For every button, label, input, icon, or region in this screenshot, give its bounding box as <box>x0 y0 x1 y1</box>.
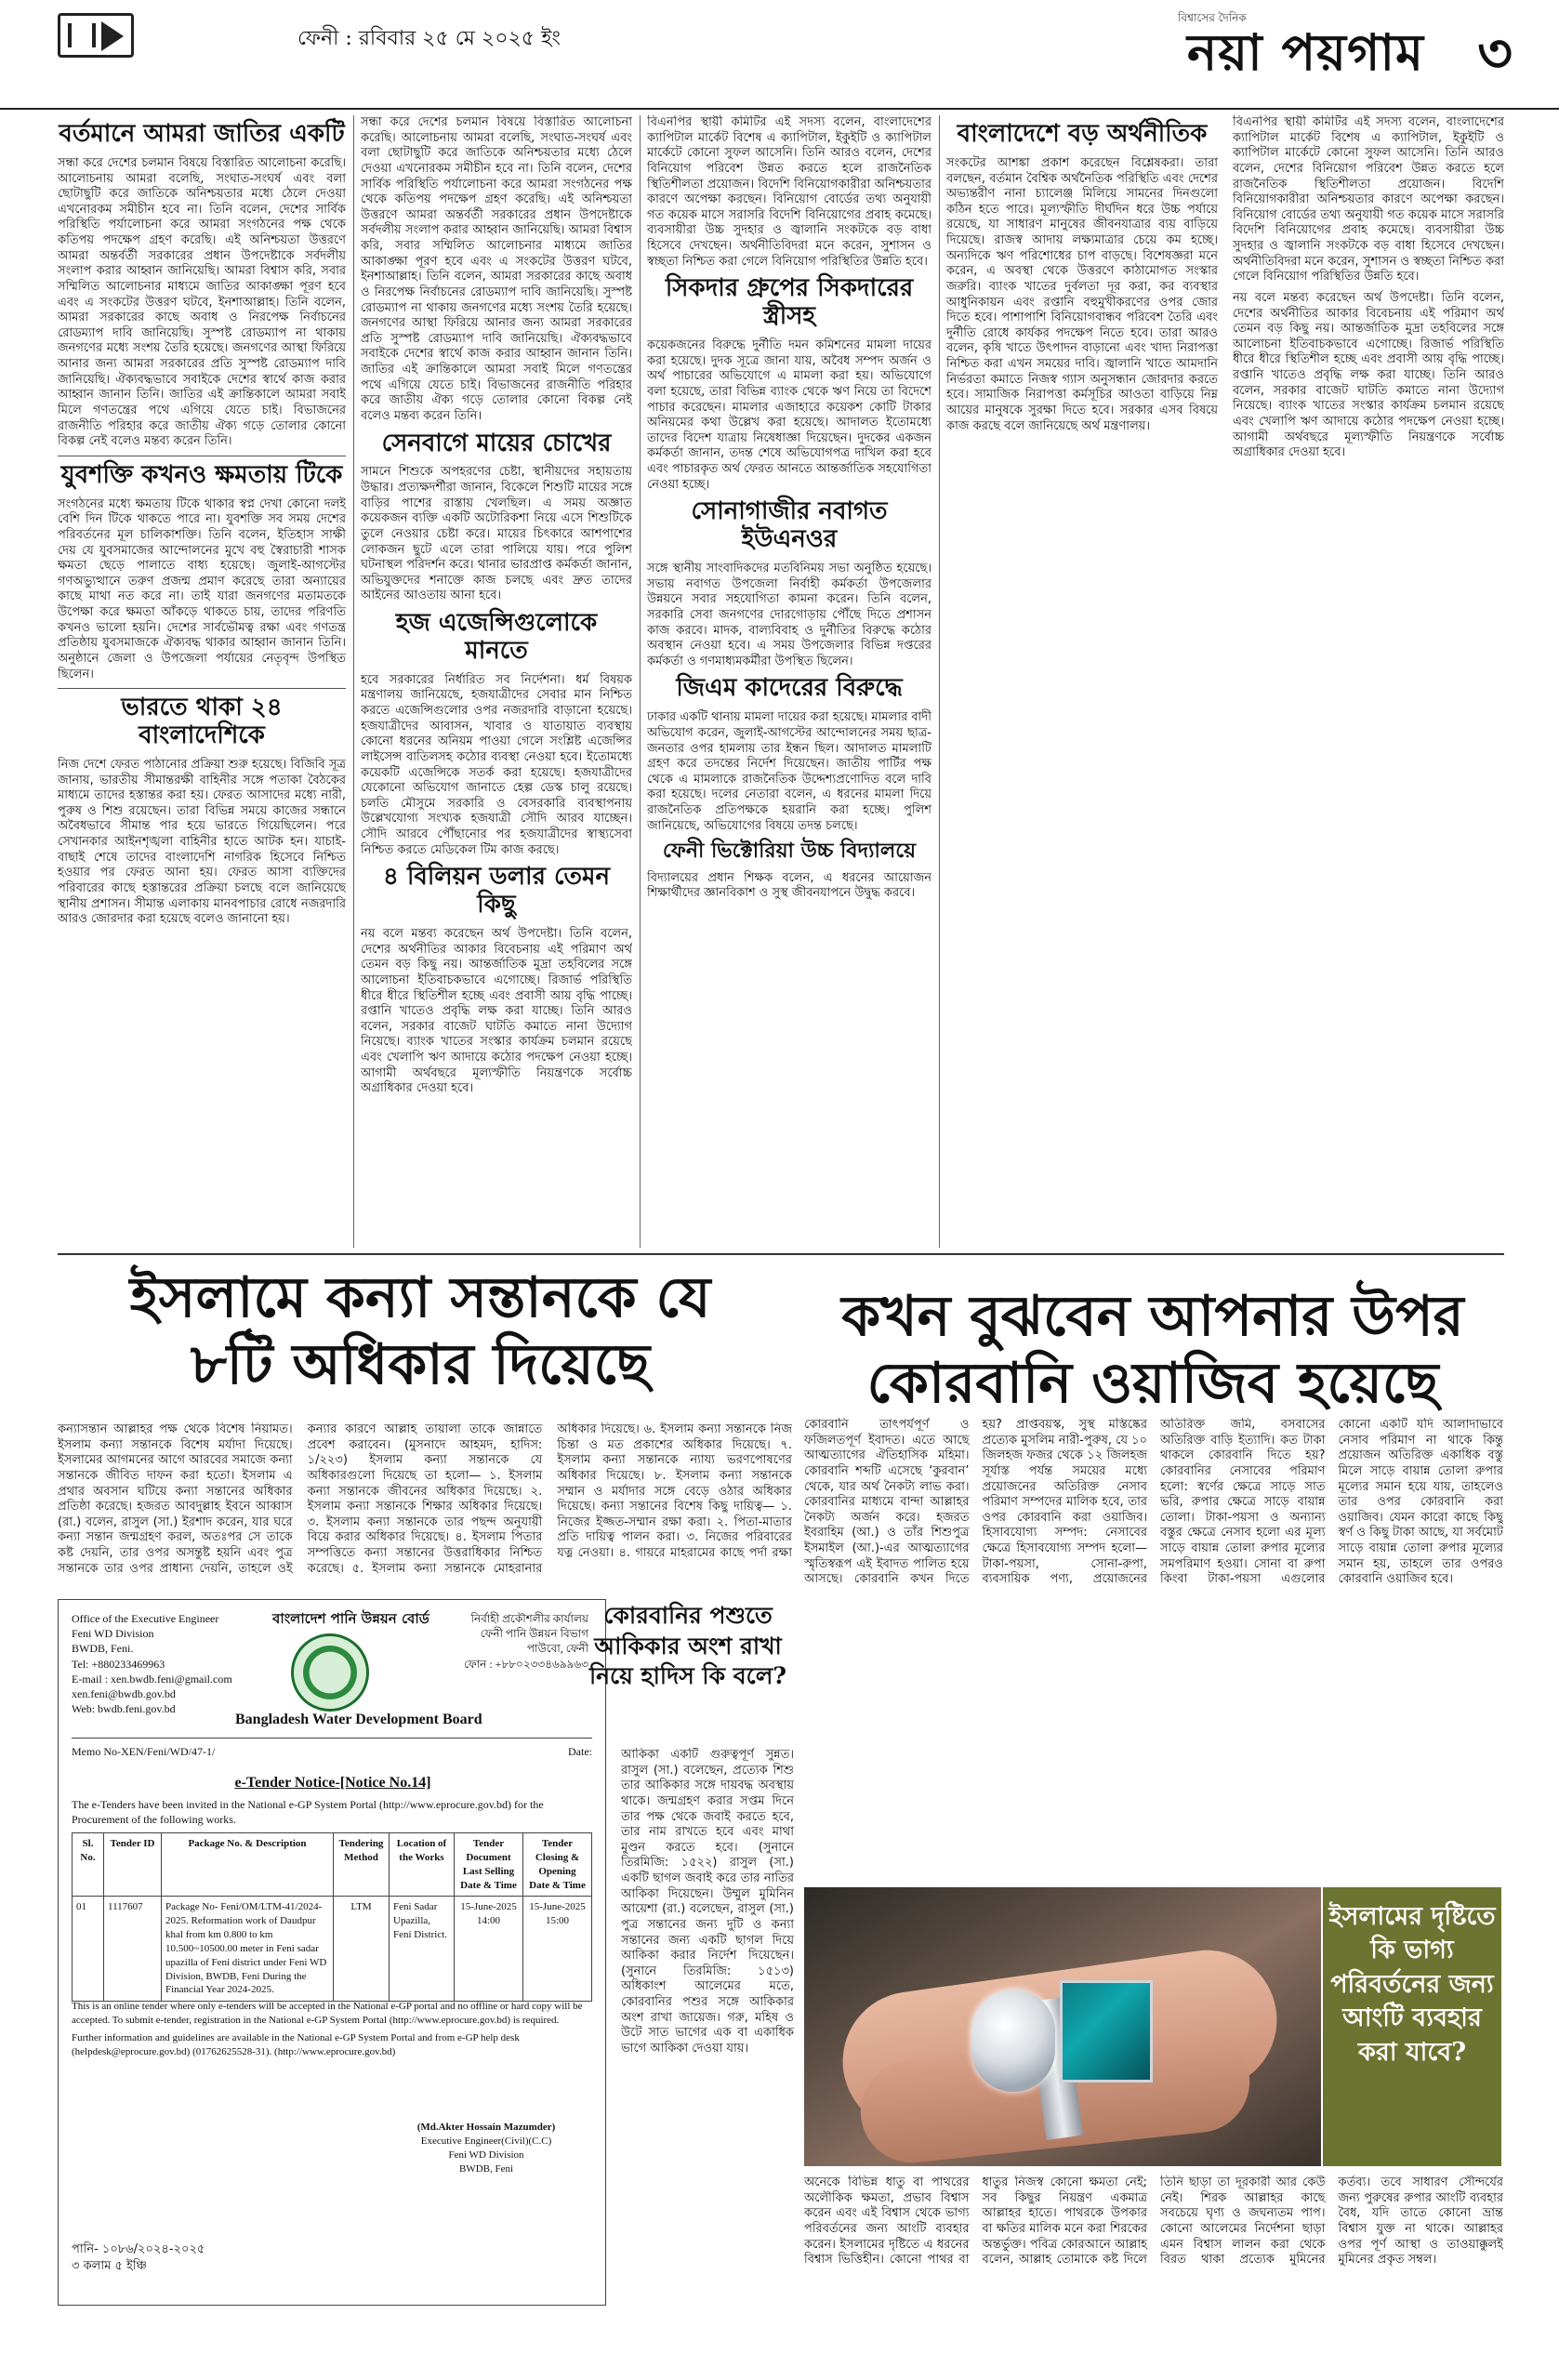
body-bharat: নিজ দেশে ফেরত পাঠানোর প্রক্রিয়া শুরু হয়েছে। বিজিবি সূত্র জানায়, ভারতীয় সীমান্তরক্ষী বাহিনীর সঙ্গে পতাকা বৈঠকের মাধ্যমে তাদের হস্তান্তর করা হয়। ফেরত আসাদের মধ্যে নারী, পুরুষ ও শিশু রয়েছেন। তারা বিভিন্ন সময়ে কাজের সন্ধানে অবৈধভাবে সীমান্ত পার হয়ে ভারতে গিয়েছিলেন। পরে সেখানকার আইনশৃঙ্খলা বাহিনীর হাতে আটক হন। যাচাই-বাছাই শেষে তাদের বাংলাদেশি নাগরিক হিসেবে নিশ্চিত হওয়ার পর ফেরত আনা হয়। ফেরত আসা ব্যক্তিদের পরিবারের কাছে হস্তান্তরের প্রক্রিয়া চলছে বলে জানিয়েছে স্থানীয় প্রশাসন। সীমান্ত এলাকায় মানবপাচার রোধে নজরদারি আরও জোরদার করা হয়েছে বলেও জানানো হয়। <box>58 757 346 927</box>
headline-billion: ৪ বিলিয়ন ডলার তেমন কিছু <box>383 863 610 919</box>
angti-question-box: ইসলামের দৃষ্টিতে কি ভাগ্য পরিবর্তনের জন্য আংটি ব্যবহার করা যাবে? <box>1323 1887 1501 2166</box>
tender-table <box>72 1832 592 2002</box>
notice-intro: The e-Tenders have been invited in the National e-GP System Portal (http://www.eprocure.gov.bd) for the Procurement of the following works. <box>72 1798 544 1827</box>
body-sikdar: কয়েকজনের বিরুদ্ধে দুর্নীতি দমন কমিশনের মামলা দায়ের করা হয়েছে। দুদক সূত্রে জানা যায়, অবৈধ সম্পদ অর্জন ও অর্থ পাচারের অভিযোগে এ মামলা করা হয়। অভিযোগে বলা হয়েছে, তারা বিভিন্ন ব্যাংক থেকে ঋণ নিয়ে তা বিদেশে পাচার করেছেন। মামলার এজাহারে কয়েকশ কোটি টাকার অনিয়মের কথা উল্লেখ করা হয়েছে। আদালত ইতোমধ্যে তাদের বিদেশ যাত্রায় নিষেধাজ্ঞা দিয়েছেন। দুদকের একজন কর্মকর্তা জানান, তদন্ত শেষে অভিযোগপত্র দাখিল করা হবে এবং পাচারকৃত অর্থ ফেরত আনতে আন্তর্জাতিক সহযোগিতা নেওয়া হচ্ছে। <box>647 338 931 492</box>
play-arrow-icon <box>58 13 134 58</box>
body-islam-konna: কন্যাসন্তান আল্লাহর পক্ষ থেকে বিশেষ নিয়ামত। ইসলাম কন্যা সন্তানকে বিশেষ মর্যাদা দিয়েছে। ইসলামের আগমনের আগে আরবের সমাজে কন্যা সন্তানকে জীবিত দাফন করা হতো। ইসলাম এ প্রথার অবসান ঘটিয়ে কন্যা সন্তানের অধিকার প্রতিষ্ঠা করেছে। হজরত আবদুল্লাহ ইবনে আব্বাস (রা.) বলেন, রাসুল (সা.) ইরশাদ করেন, যার ঘরে কন্যা সন্তান জন্মগ্রহণ করল, অতঃপর সে তাকে কষ্ট দেয়নি, তার ওপর অসন্তুষ্ট হয়নি এবং পুত্র সন্তানকে তার ওপর প্রাধান্য দেয়নি, তাহলে ওই কন্যার কারণে আল্লাহ তায়ালা তাকে জান্নাতে প্রবেশ করাবেন। (মুসনাদে আহমদ, হাদিস: ১/২২৩) ইসলাম কন্যা সন্তানকে যে অধিকারগুলো দিয়েছে তা হলো— ১. ইসলাম কন্যা সন্তানকে জীবনের অধিকার দিয়েছে। ২. ইসলাম কন্যা সন্তানকে শিক্ষার অধিকার দিয়েছে। ৩. ইসলাম কন্যা সন্তানকে তার পছন্দ অনুযায়ী বিয়ে করার অধিকার দিয়েছে। ৪. ইসলাম পিতার সম্পত্তিতে কন্যা সন্তানের উত্তরাধিকার নিশ্চিত করেছে। ৫. ইসলাম কন্যা সন্তানকে মোহরানার অধিকার দিয়েছে। ৬. ইসলাম কন্যা সন্তানকে নিজ চিন্তা ও মত প্রকাশের অধিকার দিয়েছে। ৭. ইসলাম কন্যা সন্তানকে ন্যায্য ভরণপোষণের অধিকার দিয়েছে। ৮. ইসলাম কন্যা সন্তানকে সম্মান ও মর্যাদার সঙ্গে বেড়ে ওঠার অধিকার দিয়েছে। কন্যা সন্তানের বিশেষ কিছু দায়িত্ব— ১. নিজের ইজ্জত-সম্মান রক্ষা করা। ২. পিতা-মাতার প্রতি দায়িত্ব পালন করা। ৩. নিজের পরিবারের যত্ন নেওয়া। ৪. গায়রে মাহরামের কাছে পর্দা রক্ষা <box>58 1422 792 1576</box>
notice-office-address: Office of the Executive Engineer Feni WD Division BWDB, Feni. Tel: +880233469963 E-mail : xen.bwdb.feni@gmail.com xen.feni@bwdb.gov.bd Web: bwdb.feni.gov.bd <box>72 1612 232 1716</box>
th-location: Location of the Works <box>390 1833 455 1897</box>
table-row: 01 1117607 Package No- Feni/OM/LTM-41/2024-2025. Reformation work of Daudpur khal from km 0.800 to km 10.500~10500.00 meter in Feni sadar upazilla of Feni district under Feni WD Division, BWDB, Feni During the Financial Year 2024-2025. LTM Feni Sadar Upazilla, Feni District. 15-June-2025 14:00 15-June-2025 15:00 <box>73 1897 592 2002</box>
notice-title: e-Tender Notice-[Notice No.14] <box>234 1775 431 1791</box>
notice-office-bn: নির্বাহী প্রকৌশলীর কার্যালয় ফেনী পানি উন্নয়ন বিভাগ পাউবো, ফেনী ফোন : +৮৮০২৩৩৪৬৯৯৬৩ <box>464 1612 588 1671</box>
column-4 <box>946 115 1504 1248</box>
column-1 <box>58 115 346 1248</box>
body-gm-kader: ঢাকার একটি থানায় মামলা দায়ের করা হয়েছে। মামলার বাদী অভিযোগ করেন, জুলাই-আগস্টের আন্দোলনের সময় ছাত্র-জনতার ওপর হামলায় তার ইন্ধন ছিল। আদালত মামলাটি গ্রহণ করে তদন্তের নির্দেশ দিয়েছেন। জাতীয় পার্টির পক্ষ থেকে এ মামলাকে রাজনৈতিক উদ্দেশ্যপ্রণোদিত বলে দাবি করা হয়েছে। দলের নেতারা বলেন, এ ধরনের মামলা দিয়ে রাজনৈতিক প্রতিপক্ষকে হয়রানি করা হচ্ছে। পুলিশ জানিয়েছে, অভিযোগের বিষয়ে তদন্ত চলছে। <box>647 710 931 833</box>
masthead <box>0 0 1559 110</box>
headline-korbani-aqiqa: কোরবানির পশুতে আকিকার অংশ রাখা নিয়ে হাদিস কি বলে? <box>588 1602 787 1689</box>
body-hajj: হবে সরকারের নির্ধারিত সব নির্দেশনা। ধর্ম বিষয়ক মন্ত্রণালয় জানিয়েছে, হজযাত্রীদের সেবার মান নিশ্চিত করতে এজেন্সিগুলোর ওপর নজরদারি বাড়ানো হয়েছে। হজযাত্রীদের আবাসন, খাবার ও যাতায়াত ব্যবস্থায় কোনো ধরনের অনিয়ম পাওয়া গেলে সংশ্লিষ্ট এজেন্সির লাইসেন্স বাতিলসহ কঠোর ব্যবস্থা নেওয়া হবে। ইতোমধ্যে কয়েকটি এজেন্সিকে সতর্ক করা হয়েছে। হজযাত্রীদের যেকোনো অভিযোগ জানাতে হেল্প ডেস্ক চালু রয়েছে। চলতি মৌসুমে সরকারি ও বেসরকারি ব্যবস্থাপনায় উল্লেখযোগ্য সংখ্যক হজযাত্রী সৌদি আরব যাচ্ছেন। সৌদি আরবে পৌঁছানোর পর হজযাত্রীদের স্বাস্থ্যসেবা নিশ্চিত করতে মেডিকেল টিম কাজ করছে। <box>361 672 632 857</box>
th-closing: Tender Closing & Opening Date & Time <box>523 1833 592 1897</box>
headline-senbag: সেনবাগে মায়ের চোখের <box>381 429 612 457</box>
body-jati-cont: সন্ধা করে দেশের চলমান বিষয়ে বিস্তারিত আলোচনা করেছি। আলোচনায় আমরা বলেছি, সংঘাত-সংঘর্ষ এবং বলা ছোটাছুটি করে জাতিকে অনিশ্চয়তার মধ্যে ঠেলে দেওয়া এখনোরকম সমীচীন হবে না। তিনি বলেন, দেশের সার্বিক পরিস্থিতি পর্যালোচনা করে আমরা সংগঠনের পক্ষ থেকে কতিপয় পদক্ষেপ গ্রহণ করেছি। এই অনিশ্চয়তা উত্তরণে আমরা অন্তর্বর্তী সরকারের প্রধান উপদেষ্টাকে সর্বদলীয় সংলাপ করার আহ্বান জানিয়েছি। আমরা বিশ্বাস করি, সবার সম্মিলিত আলোচনার মাধ্যমে জাতির আকাঙ্ক্ষা পূরণ হবে এবং এ সংকটের উত্তরণ ঘটবে, ইনশাআল্লাহ। তিনি বলেন, আমরা সরকারের কাছে অবাধ ও নিরপেক্ষ নির্বাচনের রোডম্যাপ দাবি জানিয়েছি। সুস্পষ্ট রোডম্যাপ না থাকায় জনগণের মধ্যে সংশয় তৈরি হয়েছে। জনগণের আস্থা ফিরিয়ে আনার জন্য আমরা সরকারের প্রতি সুস্পষ্ট রোডম্যাপ দাবি জানিয়েছি। ঐক্যবদ্ধভাবে সবাইকে দেশের স্বার্থে কাজ করার আহ্বান জানান তিনি। জাতির এই ক্রান্তিকালে আমরা সবাই মিলে গণতন্ত্রের পথে এগিয়ে যেতে চাই। বিভাজনের রাজনীতি পরিহার করে জাতীয় ঐক্য গড়ে তোলার কোনো বিকল্প নেই বলেও মন্তব্য করেন তিনি। <box>361 115 632 423</box>
body-jati: সন্ধা করে দেশের চলমান বিষয়ে বিস্তারিত আলোচনা করেছি। আলোচনায় আমরা বলেছি, সংঘাত-সংঘর্ষ এবং বলা ছোটাছুটি করে জাতিকে অনিশ্চয়তার মধ্যে ঠেলে দেওয়া এখনোরকম সমীচীন হবে না। তিনি বলেন, দেশের সার্বিক পরিস্থিতি পর্যালোচনা করে আমরা সংগঠনের পক্ষ থেকে কতিপয় পদক্ষেপ গ্রহণ করেছি। এই অনিশ্চয়তা উত্তরণে আমরা অন্তর্বর্তী সরকারের প্রধান উপদেষ্টাকে সর্বদলীয় সংলাপ করার আহ্বান জানিয়েছি। আমরা বিশ্বাস করি, সবার সম্মিলিত আলোচনার মাধ্যমে জাতির আকাঙ্ক্ষা পূরণ হবে এবং এ সংকটের উত্তরণ ঘটবে, ইনশাআল্লাহ। তিনি বলেন, আমরা সরকারের কাছে অবাধ ও নিরপেক্ষ নির্বাচনের রোডম্যাপ দাবি জানিয়েছি। সুস্পষ্ট রোডম্যাপ না থাকায় জনগণের মধ্যে সংশয় তৈরি হয়েছে। জনগণের আস্থা ফিরিয়ে আনার জন্য আমরা সরকারের প্রতি সুস্পষ্ট রোডম্যাপ দাবি জানিয়েছি। ঐক্যবদ্ধভাবে সবাইকে দেশের স্বার্থে কাজ করার আহ্বান জানান তিনি। জাতির এই ক্রান্তিকালে আমরা সবাই মিলে গণতন্ত্রের পথে এগিয়ে যেতে চাই। বিভাজনের রাজনীতি পরিহার করে জাতীয় ঐক্য গড়ে তোলার কোনো বিকল্প নেই বলেও মন্তব্য করেন তিনি। <box>58 155 346 449</box>
headline-victoria: ফেনী ভিক্টোরিয়া উচ্চ বিদ্যালয়ে <box>662 839 917 864</box>
notice-signature: (Md.Akter Hossain Mazumder) Executive Engineer(Civil)(C.C) Feni WD Division BWDB, Feni <box>416 2122 556 2175</box>
bwdb-emblem-icon <box>291 1633 369 1712</box>
notice-board-bn: বাংলাদেশ পানি উন্নয়ন বোর্ড <box>272 1610 429 1627</box>
headline-sonagazi: সোনাগাজীর নবাগত ইউএনওর <box>691 497 888 554</box>
body-korbani: কোরবানি তাৎপর্যপূর্ণ ও ফজিলতপূর্ণ ইবাদত। এতে আছে আত্মত্যাগের ঐতিহাসিক মহিমা। কোরবানি শব্দটি এসেছে ‘কুরবান’ থেকে, যার অর্থ নৈকট্য লাভ করা। কোরবানির মাধ্যমে বান্দা আল্লাহর নৈকট্য অর্জন করে। হজরত ইবরাহিম (আ.) ও তাঁর শিশুপুত্র ইসমাইল (আ.)-এর আত্মত্যাগের স্মৃতিস্বরূপ এই ইবাদত পালিত হয়ে আসছে। কোরবানি কখন দিতে হয়? প্রাপ্তবয়স্ক, সুস্থ মস্তিষ্কের প্রত্যেক মুসলিম নারী-পুরুষ, যে ১০ জিলহজ ফজর থেকে ১২ জিলহজ সূর্যাস্ত পর্যন্ত সময়ের মধ্যে প্রয়োজনের অতিরিক্ত নেসাব পরিমাণ সম্পদের মালিক হবে, তার ওপর কোরবানি করা ওয়াজিব। হিসাবযোগ্য সম্পদ: নেসাবের ক্ষেত্রে হিসাবযোগ্য সম্পদ হলো—টাকা-পয়সা, সোনা-রুপা, ব্যবসায়িক পণ্য, প্রয়োজনের অতিরিক্ত জমি, বসবাসের অতিরিক্ত বাড়ি ইত্যাদি। কত টাকা থাকলে কোরবানি দিতে হয়? কোরবানির নেসাবের পরিমাণ হলো: স্বর্ণের ক্ষেত্রে সাড়ে সাত ভরি, রুপার ক্ষেত্রে সাড়ে বায়ান্ন তোলা। টাকা-পয়সা ও অন্যান্য বস্তুর ক্ষেত্রে নেসাব হলো এর মূল্য সাড়ে বায়ান্ন তোলা রুপার মূল্যের সমপরিমাণ হওয়া। সোনা বা রুপা কিংবা টাকা-পয়সা এগুলোর কোনো একটি যদি আলাদাভাবে নেসাব পরিমাণ না থাকে কিন্তু প্রয়োজন অতিরিক্ত একাধিক বস্তু মিলে সাড়ে বায়ান্ন তোলা রুপার মূল্যের সমান হয়ে যায়, তাহলেও তার ওপর কোরবানি করা ওয়াজিব। যেমন কারো কাছে কিছু স্বর্ণ ও কিছু টাকা আছে, যা সর্বমোট সাড়ে বায়ান্ন তোলা রুপার মূল্যের সমান হয়, তাহলে তার ওপরও কোরবানি ওয়াজিব হবে। <box>804 1418 1503 1587</box>
logo-name: নয়া পয়গাম <box>1187 22 1425 82</box>
th-package: Package No. & Description <box>162 1833 334 1897</box>
headline-gm-kader: জিএম কাদেরের বিরুদ্ধে <box>676 674 903 703</box>
tender-notice <box>58 1599 606 2306</box>
body-boro-arthoniti: সংকটের আশঙ্কা প্রকাশ করেছেন বিশ্লেষকরা। তারা বলছেন, বর্তমান বৈশ্বিক অর্থনৈতিক পরিস্থিতি এবং দেশের অভ্যন্তরীণ নানা চ্যালেঞ্জ মিলিয়ে সামনের দিনগুলো কঠিন হতে পারে। মূল্যস্ফীতি দীর্ঘদিন ধরে উচ্চ পর্যায়ে রয়েছে, যা সাধারণ মানুষের জীবনযাত্রার ব্যয় বাড়িয়ে দিয়েছে। রাজস্ব আদায় লক্ষ্যমাত্রার চেয়ে কম হচ্ছে। অন্যদিকে ঋণ পরিশোধের চাপ বাড়ছে। বিশেষজ্ঞরা মনে করেন, এ অবস্থা থেকে উত্তরণে কাঠামোগত সংস্কার জরুরি। ব্যাংক খাতের দুর্বলতা দূর করা, কর ব্যবস্থার আধুনিকায়ন এবং রপ্তানি বহুমুখীকরণের ওপর জোর দিতে হবে। পাশাপাশি বিনিয়োগবান্ধব পরিবেশ তৈরি এবং দুর্নীতি রোধে কার্যকর পদক্ষেপ নিতে হবে। তারা আরও বলেন, কৃষি খাতে উৎপাদন বাড়ানো এবং খাদ্য নিরাপত্তা নিশ্চিত করা এখন সময়ের দাবি। জ্বালানি খাতে আমদানি নির্ভরতা কমাতে নিজস্ব গ্যাস অনুসন্ধান জোরদার করতে হবে। সামাজিক নিরাপত্তা কর্মসূচির আওতা বাড়িয়ে নিম্ন আয়ের মানুষকে সুরক্ষা দিতে হবে। সরকার এসব বিষয়ে কাজ করছে বলে জানিয়েছে অর্থ মন্ত্রণালয়। <box>946 155 1218 433</box>
th-tender-id: Tender ID <box>104 1833 162 1897</box>
newspaper-logo <box>1178 11 1513 87</box>
body-victoria: বিদ্যালয়ের প্রধান শিক্ষক বলেন, এ ধরনের আয়োজন শিক্ষার্থীদের জ্ঞানবিকাশ ও সুস্থ জীবনযাপনে উদ্বুদ্ধ করবে। <box>647 870 931 901</box>
headline-islam-konna: ইসলামে কন্যা সন্তানকে যে ৮টি অধিকার দিয়েছে <box>129 1265 711 1397</box>
body-korbani-aqiqa: আকিকা একটি গুরুত্বপূর্ণ সুন্নত। রাসুল (সা.) বলেছেন, প্রত্যেক শিশু তার আকিকার সঙ্গে দায়বদ্ধ অবস্থায় থাকে। জন্মগ্রহণ করার সপ্তম দিনে তার পক্ষ থেকে জবাই করতে হবে, তার নাম রাখতে হবে এবং মাথা মুণ্ডন করতে হবে। (সুনানে তিরমিজি: ১৫২২) রাসুল (সা.) একটি ছাগল জবাই করে তার নাতির আকিকা দিয়েছেন। উম্মুল মুমিনিন আয়েশা (রা.) বলেছেন, রাসুল (সা.) পুত্র সন্তানের জন্য দুটি ও কন্যা সন্তানের জন্য একটি ছাগল দিয়ে আকিকা করার নির্দেশ দিয়েছেন। (সুনানে তিরমিজি: ১৫১৩) অধিকাংশ আলেমের মতে, কোরবানির পশুর সঙ্গে আকিকার অংশ রাখা জায়েজ। গরু, মহিষ ও উটে সাত ভাগের এক বা একাধিক ভাগে আকিকা দেওয়া যায়। <box>621 1748 794 2056</box>
body-angti: অনেকে বিভিন্ন ধাতু বা পাথরের অলৌকিক ক্ষমতা, প্রভাব বিশ্বাস করেন এবং এই বিশ্বাস থেকে ভাগ্য পরিবর্তনের জন্য আংটি ব্যবহার করেন। ইসলামের দৃষ্টিতে এ ধরনের বিশ্বাস ভিত্তিহীন। কোনো পাথর বা ধাতুর নিজস্ব কোনো ক্ষমতা নেই; সব কিছুর নিয়ন্ত্রণ একমাত্র আল্লাহর হাতে। পাথরকে উপকার বা ক্ষতির মালিক মনে করা শিরকের অন্তর্ভুক্ত। পবিত্র কোরআনে আল্লাহ বলেন, আল্লাহ তোমাকে কষ্ট দিলে তিনি ছাড়া তা দূরকারী আর কেউ নেই। শিরক আল্লাহর কাছে সবচেয়ে ঘৃণ্য ও জঘন্যতম পাপ। কোনো আলেমের নির্দেশনা ছাড়া এমন বিশ্বাস লালন করা থেকে বিরত থাকা প্রত্যেক মুমিনের কর্তব্য। তবে সাধারণ সৌন্দর্যের জন্য পুরুষের রুপার আংটি ব্যবহার বৈধ, যদি তাতে কোনো ভ্রান্ত বিশ্বাস যুক্ত না থাকে। আল্লাহর ওপর পূর্ণ আস্থা ও তাওয়াক্কুলই মুমিনের প্রকৃত সম্বল। <box>804 2175 1503 2268</box>
th-selling: Tender Document Last Selling Date & Time <box>455 1833 523 1897</box>
th-method: Tendering Method <box>334 1833 390 1897</box>
page-number: ৩ <box>1477 21 1513 85</box>
column-3 <box>647 115 931 1248</box>
notice-reference: পানি- ১০৮৬/২০২৪-২০২৫ ৩ কলাম ৫ ইঞ্চি <box>72 2242 205 2273</box>
body-boro-arthoniti-2: বিএনপির স্থায়ী কমিটির এই সদস্য বলেন, বাংলাদেশের ক্যাপিটাল মার্কেট বিশেষ এ ক্যাপিটাল, ইকুইটি ও ক্যাপিটাল মার্কেটে কোনো সুফল আসেনি। তিনি আরও বলেন, দেশের বিনিয়োগ পরিবেশ উন্নত করতে হলে রাজনৈতিক স্থিতিশীলতা প্রয়োজন। বিদেশি বিনিয়োগকারীরা অনিশ্চয়তার কারণে অপেক্ষা করছেন। বিনিয়োগ বোর্ডের তথ্য অনুযায়ী গত কয়েক মাসে সরাসরি বিদেশি বিনিয়োগের প্রবাহ কমেছে। ব্যবসায়ীরা উচ্চ সুদহার ও জ্বালানি সংকটকে বড় বাধা হিসেবে দেখছেন। অর্থনীতিবিদরা মনে করেন, সুশাসন ও স্বচ্ছতা নিশ্চিত করা গেলে বিনিয়োগ পরিস্থিতির উন্নতি হবে। <box>1233 115 1504 284</box>
body-senbag: সামনে শিশুকে অপহরণের চেষ্টা, স্থানীয়দের সহায়তায় উদ্ধার। প্রত্যক্ষদর্শীরা জানান, বিকেলে শিশুটি মায়ের সঙ্গে বাড়ির পাশের রাস্তায় খেলছিল। এ সময় অজ্ঞাত কয়েকজন ব্যক্তি একটি অটোরিকশা নিয়ে এসে শিশুটিকে তুলে নেওয়ার চেষ্টা করে। মায়ের চিৎকারে আশপাশের লোকজন ছুটে এলে তারা পালিয়ে যায়। পরে পুলিশ ঘটনাস্থল পরিদর্শন করে। থানার ভারপ্রাপ্ত কর্মকর্তা জানান, অভিযুক্তদের শনাক্তে কাজ চলছে এবং দ্রুত তাদের আইনের আওতায় আনা হবে। <box>361 465 632 603</box>
body-economy: বিএনপির স্থায়ী কমিটির এই সদস্য বলেন, বাংলাদেশের ক্যাপিটাল মার্কেট বিশেষ এ ক্যাপিটাল, ইকুইটি ও ক্যাপিটাল মার্কেটে কোনো সুফল আসেনি। তিনি আরও বলেন, দেশের বিনিয়োগ পরিবেশ উন্নত করতে হলে রাজনৈতিক স্থিতিশীলতা প্রয়োজন। বিদেশি বিনিয়োগকারীরা অনিশ্চয়তার কারণে অপেক্ষা করছেন। বিনিয়োগ বোর্ডের তথ্য অনুযায়ী গত কয়েক মাসে সরাসরি বিদেশি বিনিয়োগের প্রবাহ কমেছে। ব্যবসায়ীরা উচ্চ সুদহার ও জ্বালানি সংকটকে বড় বাধা হিসেবে দেখছেন। অর্থনীতিবিদরা মনে করেন, সুশাসন ও স্বচ্ছতা নিশ্চিত করা গেলে বিনিয়োগ পরিস্থিতির উন্নতি হবে। <box>647 115 931 269</box>
headline-jubo: যুবশক্তি কখনও ক্ষমতায় টিকে <box>60 460 343 489</box>
logo-tagline: বিশ্বাসের দৈনিক <box>1178 11 1247 24</box>
body-billion: নয় বলে মন্তব্য করেছেন অর্থ উপদেষ্টা। তিনি বলেন, দেশের অর্থনীতির আকার বিবেচনায় এই পরিমাণ অর্থ তেমন বড় কিছু নয়। আন্তর্জাতিক মুদ্রা তহবিলের সঙ্গে আলোচনা ইতিবাচকভাবে এগোচ্ছে। রিজার্ভ পরিস্থিতি ধীরে ধীরে স্থিতিশীল হচ্ছে এবং প্রবাসী আয় বৃদ্ধি পাচ্ছে। রপ্তানি খাতেও প্রবৃদ্ধি লক্ষ করা যাচ্ছে। তিনি আরও বলেন, সরকার বাজেট ঘাটতি কমাতে নানা উদ্যোগ নিয়েছে। ব্যাংক খাতের সংস্কার কার্যক্রম চলমান রয়েছে এবং খেলাপি ঋণ আদায়ে কঠোর পদক্ষেপ নেওয়া হচ্ছে। আগামী অর্থবছরে মূল্যস্ফীতি নিয়ন্ত্রণকে সর্বোচ্চ অগ্রাধিকার দেওয়া হবে। <box>361 927 632 1096</box>
body-jubo: সংগঠনের মধ্যে ক্ষমতায় টিকে থাকার স্বপ্ন দেখা কোনো দলই বেশি দিন টিকে থাকতে পারে না। যুবশক্তি সব সময় দেশের পরিবর্তনের মূল চালিকাশক্তি। তিনি বলেন, ইতিহাস সাক্ষী দেয় যে যুবসমাজের আন্দোলনের মুখে বহু স্বৈরাচারী শাসক ক্ষমতা ছেড়ে পালাতে বাধ্য হয়েছে। জুলাই-আগস্টের গণঅভ্যুত্থানে তরুণ প্রজন্ম প্রমাণ করেছে তারা অন্যায়ের কাছে মাথা নত করে না। তাই যারা জনগণের মতামতকে উপেক্ষা করে ক্ষমতা আঁকড়ে থাকতে চায়, তাদের পরিণতি কখনও ভালো হয়নি। দেশের সার্বভৌমত্ব রক্ষা এবং গণতন্ত্র প্রতিষ্ঠায় যুবসমাজকে ঐক্যবদ্ধ থাকার আহ্বান জানান তিনি। অনুষ্ঠানে জেলা ও উপজেলা পর্যায়ের নেতৃবৃন্দ উপস্থিত ছিলেন। <box>58 496 346 681</box>
th-sl: Sl. No. <box>73 1833 104 1897</box>
body-sonagazi: সঙ্গে স্থানীয় সাংবাদিকদের মতবিনিময় সভা অনুষ্ঠিত হয়েছে। সভায় নবাগত উপজেলা নির্বাহী কর্মকর্তা উপজেলার উন্নয়নে সবার সহযোগিতা কামনা করেন। তিনি বলেন, সরকারি সেবা জনগণের দোরগোড়ায় পৌঁছে দিতে প্রশাসন কাজ করবে। মাদক, বাল্যবিবাহ ও দুর্নীতির বিরুদ্ধে কঠোর অবস্থান নেওয়া হবে। এ সময় উপজেলার বিভিন্ন দপ্তরের কর্মকর্তা ও গণমাধ্যমকর্মীরা উপস্থিত ছিলেন। <box>647 562 931 668</box>
headline-sikdar: সিকদার গ্রুপের সিকদারের স্ত্রীসহ <box>665 274 914 331</box>
headline-boro-arthoniti: বাংলাদেশে বড় অর্থনীতিক <box>957 120 1208 148</box>
notice-board-en: Bangladesh Water Development Board <box>235 1712 482 1727</box>
notice-memo: Memo No-XEN/Feni/WD/47-1/ Date: <box>72 1738 592 1759</box>
headline-hajj: হজ এজেন্সিগুলোকে মানতে <box>395 609 598 665</box>
dateline: ফেনী : রবিবার ২৫ মে ২০২৫ ইং <box>297 27 561 50</box>
ring-photo <box>804 1887 1321 2166</box>
notice-footnotes: This is an online tender where only e-tenders will be accepted in the National e-GP portal and no offline or hard copy will be accepted. To submit e-tender, registration in the National e-GP System Portal (http://www.eprocure.gov.bd) is required. Further information and guidelines are available in the National e-GP System Portal and from e-GP help desk (helpdesk@eprocure.gov.bd) (01762625528-31). (http://www.eprocure.gov.bd) <box>72 2001 583 2057</box>
headline-bharat: ভারতে থাকা ২৪ বাংলাদেশিকে <box>121 694 283 750</box>
headline-jati: বর্তমানে আমরা জাতির একটি <box>59 120 345 148</box>
column-2 <box>361 115 632 1248</box>
headline-korbani: কখন বুঝবেন আপনার উপর কোরবানি ওয়াজিব হয়েছে <box>841 1284 1464 1416</box>
body-boro-arthoniti-3: নয় বলে মন্তব্য করেছেন অর্থ উপদেষ্টা। তিনি বলেন, দেশের অর্থনীতির আকার বিবেচনায় এই পরিমাণ অর্থ তেমন বড় কিছু নয়। আন্তর্জাতিক মুদ্রা তহবিলের সঙ্গে আলোচনা ইতিবাচকভাবে এগোচ্ছে। রিজার্ভ পরিস্থিতি ধীরে ধীরে স্থিতিশীল হচ্ছে এবং প্রবাসী আয় বৃদ্ধি পাচ্ছে। রপ্তানি খাতেও প্রবৃদ্ধি লক্ষ করা যাচ্ছে। তিনি আরও বলেন, সরকার বাজেট ঘাটতি কমাতে নানা উদ্যোগ নিয়েছে। ব্যাংক খাতের সংস্কার কার্যক্রম চলমান রয়েছে এবং খেলাপি ঋণ আদায়ে কঠোর পদক্ষেপ নেওয়া হচ্ছে। আগামী অর্থবছরে মূল্যস্ফীতি নিয়ন্ত্রণকে সর্বোচ্চ অগ্রাধিকার দেওয়া হবে। <box>1233 290 1504 460</box>
